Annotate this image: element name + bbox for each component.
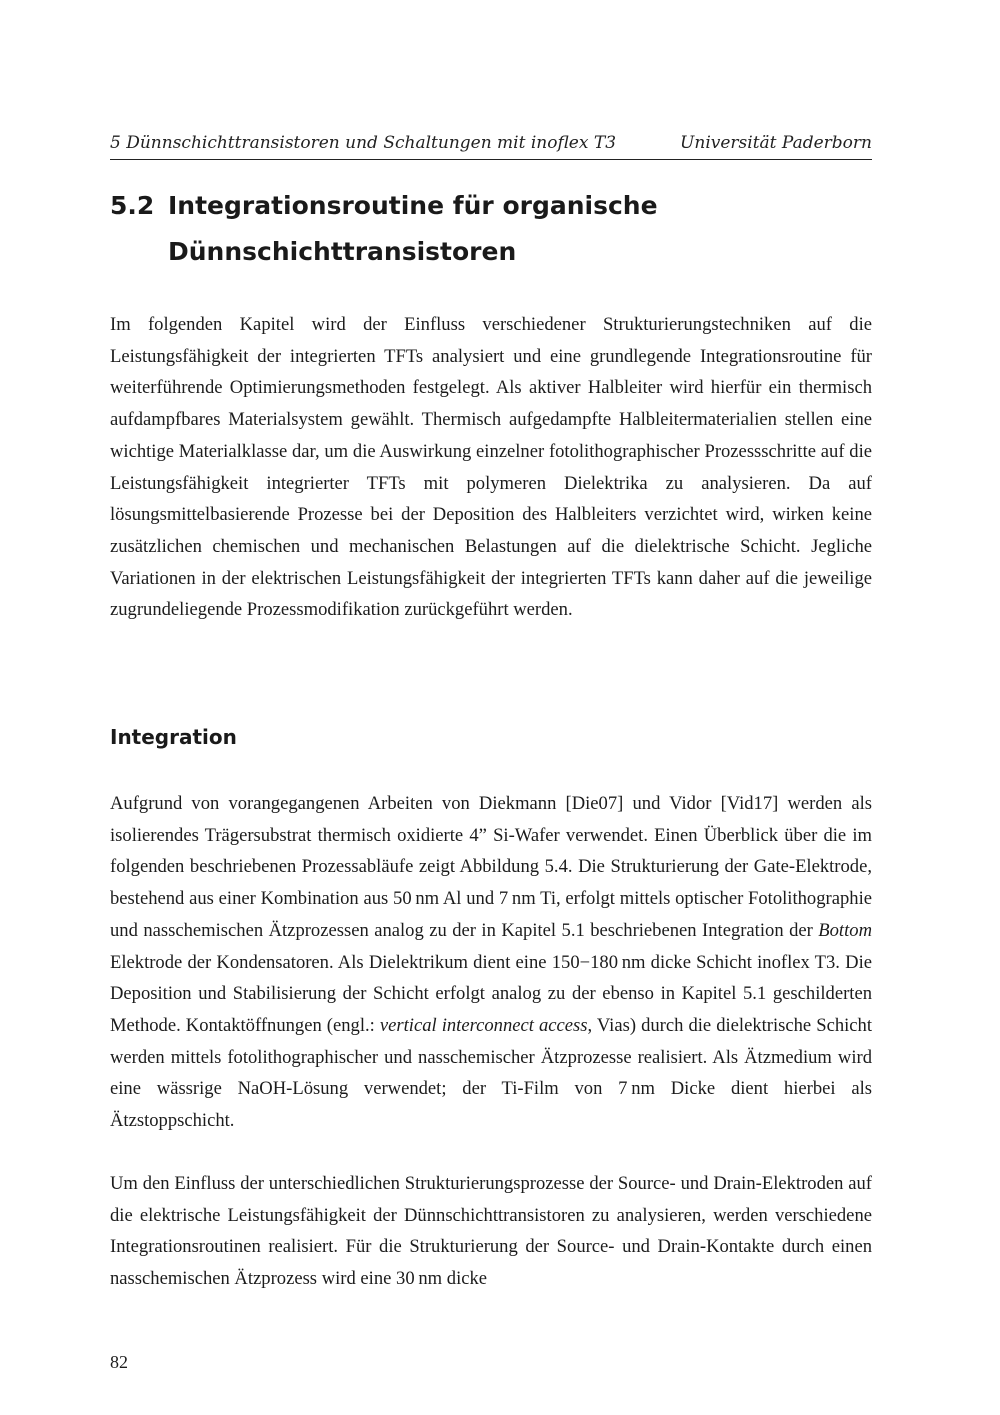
integration-text-part2: Elektrode der Kondensatoren. Als Dielektrikum dient eine 150−180 nm dicke Schicht inoflex T3. Die Deposition und Stabilisierung der Schicht erfolgt analog zu der ebenso in Kapitel 5.1 geschilderten Methode. Kontaktöffnungen (engl.: bbox=[110, 951, 872, 1036]
intro-paragraph: Im folgenden Kapitel wird der Einfluss verschiedener Strukturierungstechniken auf die Leistungsfähigkeit der integrierten TFTs analysiert und eine grundlegende Integrationsroutine für weiterführende Optimierungsmethoden festgelegt. Als aktiver Halbleiter wird hierfür ein thermisch aufdampfbares Materialsystem gewählt. Thermisch aufgedampfte Halbleitermaterialien stellen eine wichtige Materialklasse dar, um die Auswirkung einzelner fotolithographischer Prozessschritte auf die Leistungsfähigkeit integrierter TFTs mit polymeren Dielektrika zu analysieren. Da auf lösungsmittelbasierende Prozesse bei der Deposition des Halbleiters verzichtet wird, wirken keine zusätzlichen chemischen und mechanischen Belastungen auf die dielektrische Schicht. Jegliche Variationen in der elektrischen Leistungsfähigkeit der integrierten TFTs kann daher auf die jeweilige zugrundeliegende Prozessmodifikation zurückgeführt werden. bbox=[110, 314, 872, 621]
running-header bbox=[110, 131, 872, 160]
integration-text-part3: , Vias) durch die dielektrische Schicht werden mittels fotolithographischer und nasschemischer Ätzprozesse realisiert. Als Ätzmedium wird eine wässrige NaOH-Lösung verwendet; der Ti-Film von 7 nm Dicke dient hierbei als Ätzstoppschicht. bbox=[110, 1014, 872, 1132]
section-title: Integrationsroutine für organische Dünnschichttransistoren bbox=[168, 191, 658, 266]
subsection-heading: Integration bbox=[110, 725, 237, 749]
header-institution: Universität Paderborn bbox=[680, 133, 872, 153]
integration-emphasis-bottom: Bottom bbox=[818, 919, 872, 941]
final-paragraph: Um den Einfluss der unterschiedlichen Strukturierungsprozesse der Source- und Drain-Elektroden auf die elektrische Leistungsfähigkeit der Dünnschichttransistoren zu analysieren, werden verschiedene Integrationsroutinen realisiert. Für die Strukturierung der Source- und Drain-Kontakte durch einen nasschemischen Ätzprozess wird eine 30 nm dicke bbox=[110, 1173, 872, 1290]
page-number: 82 bbox=[110, 1352, 128, 1372]
integration-paragraph bbox=[110, 788, 872, 1137]
header-chapter-title: 5 Dünnschichttransistoren und Schaltungen mit inoflex T3 bbox=[110, 133, 617, 153]
section-number: 5.2 bbox=[110, 191, 155, 220]
integration-text-part1: Aufgrund von vorangegangenen Arbeiten von Diekmann [Die07] und Vidor [Vid17] werden als isolierendes Trägersubstrat thermisch oxidierte 4” Si-Wafer verwendet. Einen Überblick über die im folgenden beschriebenen Prozessabläufe zeigt Abbildung 5.4. Die Strukturierung der Gate-Elektrode, bestehend aus einer Kombination aus 50 nm Al und 7 nm Ti, erfolgt mittels optischer Fotolithographie und nasschemischen Ätzprozessen analog zu der in Kapitel 5.1 beschriebenen Integration der bbox=[110, 793, 872, 941]
integration-emphasis-via: vertical interconnect access bbox=[379, 1014, 588, 1036]
